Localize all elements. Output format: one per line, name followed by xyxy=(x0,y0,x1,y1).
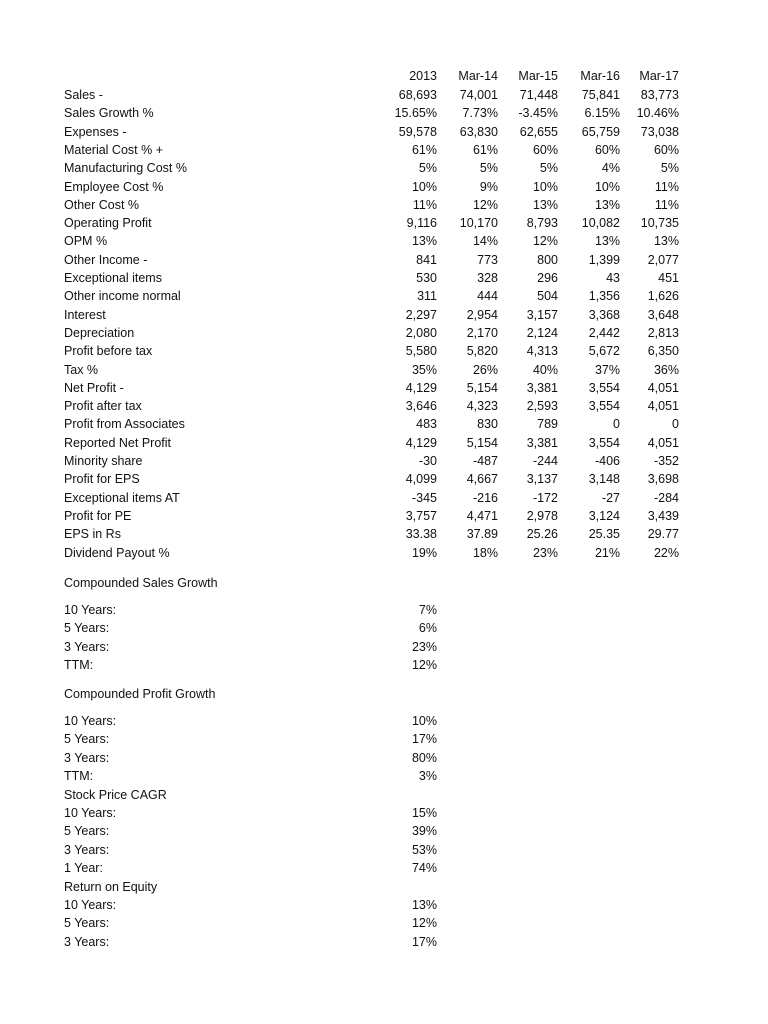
header-col-mar14: Mar-14 xyxy=(458,69,498,83)
table-row xyxy=(0,232,768,250)
cell-value: 73,038 xyxy=(640,125,679,139)
table-row xyxy=(0,104,768,122)
summary-label: 5 Years: xyxy=(64,732,110,746)
summary-value: 3% xyxy=(418,769,437,783)
table-row xyxy=(0,379,768,397)
table-row xyxy=(0,489,768,507)
section-title-text: Return on Equity xyxy=(64,880,158,894)
table-row xyxy=(0,507,768,525)
section-title xyxy=(0,878,768,896)
cell-value: 40% xyxy=(532,363,558,377)
cell-value: 2,080 xyxy=(405,326,437,340)
table-row xyxy=(0,287,768,305)
cell-value: 12% xyxy=(472,198,498,212)
cell-value: 61% xyxy=(411,143,437,157)
cell-value: 61% xyxy=(472,143,498,157)
cell-value: 3,157 xyxy=(526,308,558,322)
cell-value: 2,124 xyxy=(526,326,558,340)
cell-value: 2,170 xyxy=(466,326,498,340)
header-row xyxy=(0,67,768,85)
cell-value: 4,051 xyxy=(647,399,679,413)
table-row xyxy=(0,434,768,452)
header-col-mar15: Mar-15 xyxy=(518,69,558,83)
row-label: OPM % xyxy=(64,234,108,248)
summary-value: 23% xyxy=(411,640,437,654)
summary-value: 10% xyxy=(411,714,437,728)
cell-value: 3,137 xyxy=(526,472,558,486)
cell-value: 10% xyxy=(411,180,437,194)
summary-label: 10 Years: xyxy=(64,714,117,728)
summary-label: 1 Year: xyxy=(64,861,103,875)
cell-value: -172 xyxy=(532,491,558,505)
cell-value: 71,448 xyxy=(519,88,558,102)
cell-value: 29.77 xyxy=(647,527,679,541)
cell-value: 25.35 xyxy=(588,527,620,541)
row-label: Profit after tax xyxy=(64,399,142,413)
cell-value: 2,813 xyxy=(647,326,679,340)
cell-value: 13% xyxy=(653,234,679,248)
cell-value: 4,099 xyxy=(405,472,437,486)
cell-value: 36% xyxy=(653,363,679,377)
summary-value: 12% xyxy=(411,916,437,930)
summary-value: 74% xyxy=(411,861,437,875)
table-row xyxy=(0,452,768,470)
summary-value: 13% xyxy=(411,898,437,912)
row-label: Sales Growth % xyxy=(64,106,154,120)
cell-value: 841 xyxy=(416,253,437,267)
row-label: Profit for EPS xyxy=(64,472,140,486)
table-row xyxy=(0,159,768,177)
cell-value: 530 xyxy=(416,271,437,285)
cell-value: 9,116 xyxy=(406,216,437,230)
cell-value: 3,381 xyxy=(526,436,558,450)
cell-value: -30 xyxy=(418,454,437,468)
cell-value: 59,578 xyxy=(398,125,437,139)
cell-value: 5,820 xyxy=(466,344,498,358)
cell-value: 4,129 xyxy=(405,436,437,450)
summary-label: 5 Years: xyxy=(64,824,110,838)
cell-value: 3,554 xyxy=(588,381,620,395)
cell-value: 68,693 xyxy=(398,88,437,102)
cell-value: 3,757 xyxy=(405,509,437,523)
table-row xyxy=(0,342,768,360)
cell-value: 3,648 xyxy=(647,308,679,322)
cell-value: 2,442 xyxy=(588,326,620,340)
summary-row xyxy=(0,656,768,674)
row-label: Sales - xyxy=(64,88,103,102)
summary-row xyxy=(0,767,768,785)
cell-value: 43 xyxy=(606,271,620,285)
cell-value: 3,646 xyxy=(405,399,437,413)
cell-value: 13% xyxy=(594,234,620,248)
section-title xyxy=(0,574,768,592)
cell-value: 4,313 xyxy=(526,344,558,358)
summary-label: 3 Years: xyxy=(64,935,110,949)
cell-value: 15.65% xyxy=(394,106,437,120)
table-row xyxy=(0,214,768,232)
cell-value: 6,350 xyxy=(647,344,679,358)
cell-value: 789 xyxy=(537,417,558,431)
cell-value: 18% xyxy=(472,546,498,560)
summary-value: 53% xyxy=(411,843,437,857)
summary-label: 10 Years: xyxy=(64,603,117,617)
row-label: Profit for PE xyxy=(64,509,132,523)
cell-value: 11% xyxy=(654,180,679,194)
table-row xyxy=(0,123,768,141)
cell-value: 10,170 xyxy=(459,216,498,230)
cell-value: 451 xyxy=(658,271,679,285)
row-label: Other Income - xyxy=(64,253,148,267)
cell-value: 74,001 xyxy=(459,88,498,102)
row-label: Exceptional items AT xyxy=(64,491,180,505)
cell-value: 63,830 xyxy=(459,125,498,139)
section-title-text: Stock Price CAGR xyxy=(64,788,167,802)
table-row xyxy=(0,178,768,196)
cell-value: 800 xyxy=(537,253,558,267)
table-row xyxy=(0,470,768,488)
cell-value: 19% xyxy=(411,546,437,560)
table-row xyxy=(0,251,768,269)
cell-value: 296 xyxy=(537,271,558,285)
table-row xyxy=(0,397,768,415)
row-label: Profit before tax xyxy=(64,344,153,358)
row-label: Manufacturing Cost % xyxy=(64,161,187,175)
cell-value: 23% xyxy=(532,546,558,560)
row-label: Depreciation xyxy=(64,326,135,340)
cell-value: 3,381 xyxy=(526,381,558,395)
cell-value: 483 xyxy=(416,417,437,431)
cell-value: -345 xyxy=(411,491,437,505)
section-title xyxy=(0,685,768,703)
cell-value: 2,978 xyxy=(526,509,558,523)
summary-label: 5 Years: xyxy=(64,621,110,635)
cell-value: 4,129 xyxy=(405,381,437,395)
cell-value: -3.45% xyxy=(518,106,558,120)
row-label: Other income normal xyxy=(64,289,181,303)
cell-value: 13% xyxy=(532,198,558,212)
summary-value: 80% xyxy=(411,751,437,765)
cell-value: 83,773 xyxy=(640,88,679,102)
cell-value: 830 xyxy=(477,417,498,431)
cell-value: 75,841 xyxy=(581,88,620,102)
row-label: Reported Net Profit xyxy=(64,436,171,450)
cell-value: 60% xyxy=(653,143,679,157)
section-title-text: Compounded Profit Growth xyxy=(64,687,216,701)
cell-value: 9% xyxy=(479,180,498,194)
cell-value: 65,759 xyxy=(581,125,620,139)
cell-value: 13% xyxy=(411,234,437,248)
cell-value: 0 xyxy=(672,417,679,431)
cell-value: 2,077 xyxy=(647,253,679,267)
cell-value: 3,124 xyxy=(588,509,620,523)
cell-value: 33.38 xyxy=(405,527,437,541)
cell-value: 4,471 xyxy=(466,509,498,523)
summary-label: 3 Years: xyxy=(64,751,110,765)
header-col-mar16: Mar-16 xyxy=(580,69,620,83)
row-label: Dividend Payout % xyxy=(64,546,170,560)
cell-value: 4,051 xyxy=(647,436,679,450)
summary-label: TTM: xyxy=(64,769,94,783)
cell-value: 328 xyxy=(477,271,498,285)
cell-value: -284 xyxy=(653,491,679,505)
row-label: Net Profit - xyxy=(64,381,124,395)
cell-value: -216 xyxy=(472,491,498,505)
summary-value: 17% xyxy=(411,732,437,746)
cell-value: 35% xyxy=(411,363,437,377)
summary-value: 7% xyxy=(418,603,437,617)
summary-value: 39% xyxy=(411,824,437,838)
header-col-mar17: Mar-17 xyxy=(639,69,679,83)
summary-row xyxy=(0,859,768,877)
row-label: Interest xyxy=(64,308,106,322)
cell-value: -406 xyxy=(594,454,620,468)
summary-label: TTM: xyxy=(64,658,94,672)
cell-value: 25.26 xyxy=(526,527,558,541)
row-label: Tax % xyxy=(64,363,99,377)
row-label: Other Cost % xyxy=(64,198,140,212)
cell-value: -352 xyxy=(653,454,679,468)
summary-label: 10 Years: xyxy=(64,898,117,912)
cell-value: 5% xyxy=(479,161,498,175)
cell-value: -27 xyxy=(601,491,620,505)
table-row xyxy=(0,525,768,543)
summary-row xyxy=(0,712,768,730)
table-row xyxy=(0,196,768,214)
cell-value: 11% xyxy=(412,198,437,212)
cell-value: 504 xyxy=(537,289,558,303)
cell-value: 5% xyxy=(539,161,558,175)
cell-value: 1,399 xyxy=(588,253,620,267)
cell-value: 4,051 xyxy=(647,381,679,395)
summary-value: 15% xyxy=(411,806,437,820)
cell-value: 5,154 xyxy=(466,381,498,395)
row-label: Employee Cost % xyxy=(64,180,164,194)
cell-value: 0 xyxy=(613,417,620,431)
cell-value: 5,672 xyxy=(588,344,620,358)
summary-row xyxy=(0,619,768,637)
cell-value: 62,655 xyxy=(519,125,558,139)
summary-label: 10 Years: xyxy=(64,806,117,820)
cell-value: 2,593 xyxy=(526,399,558,413)
cell-value: 1,356 xyxy=(588,289,620,303)
cell-value: 3,148 xyxy=(588,472,620,486)
cell-value: 10.46% xyxy=(636,106,679,120)
cell-value: 3,554 xyxy=(588,436,620,450)
summary-row xyxy=(0,730,768,748)
cell-value: 3,439 xyxy=(647,509,679,523)
summary-value: 6% xyxy=(418,621,437,635)
cell-value: 5% xyxy=(660,161,679,175)
cell-value: 7.73% xyxy=(462,106,498,120)
row-label: Expenses - xyxy=(64,125,127,139)
cell-value: 21% xyxy=(594,546,620,560)
row-label: Operating Profit xyxy=(64,216,152,230)
table-row xyxy=(0,269,768,287)
row-label: EPS in Rs xyxy=(64,527,121,541)
table-row xyxy=(0,544,768,562)
summary-row xyxy=(0,804,768,822)
cell-value: 12% xyxy=(532,234,558,248)
cell-value: 4,667 xyxy=(466,472,498,486)
summary-row xyxy=(0,822,768,840)
summary-label: 3 Years: xyxy=(64,640,110,654)
summary-row xyxy=(0,601,768,619)
summary-row xyxy=(0,933,768,951)
row-label: Profit from Associates xyxy=(64,417,185,431)
cell-value: 5,580 xyxy=(405,344,437,358)
cell-value: -244 xyxy=(532,454,558,468)
cell-value: 773 xyxy=(477,253,498,267)
row-label: Minority share xyxy=(64,454,143,468)
cell-value: 13% xyxy=(594,198,620,212)
cell-value: 1,626 xyxy=(647,289,679,303)
cell-value: 10% xyxy=(594,180,620,194)
table-row xyxy=(0,324,768,342)
cell-value: 6.15% xyxy=(584,106,620,120)
cell-value: -487 xyxy=(472,454,498,468)
summary-row xyxy=(0,914,768,932)
cell-value: 4,323 xyxy=(466,399,498,413)
cell-value: 5,154 xyxy=(466,436,498,450)
cell-value: 3,368 xyxy=(588,308,620,322)
section-title xyxy=(0,786,768,804)
summary-row xyxy=(0,896,768,914)
summary-label: 5 Years: xyxy=(64,916,110,930)
summary-row xyxy=(0,638,768,656)
cell-value: 5% xyxy=(418,161,437,175)
cell-value: 444 xyxy=(477,289,498,303)
summary-value: 12% xyxy=(411,658,437,672)
table-row xyxy=(0,141,768,159)
cell-value: 22% xyxy=(653,546,679,560)
table-row xyxy=(0,306,768,324)
cell-value: 2,297 xyxy=(405,308,437,322)
summary-value: 17% xyxy=(411,935,437,949)
cell-value: 311 xyxy=(417,289,437,303)
cell-value: 37.89 xyxy=(466,527,498,541)
cell-value: 3,698 xyxy=(647,472,679,486)
summary-row xyxy=(0,841,768,859)
cell-value: 3,554 xyxy=(588,399,620,413)
cell-value: 37% xyxy=(594,363,620,377)
header-col-2013: 2013 xyxy=(409,69,437,83)
table-row xyxy=(0,415,768,433)
table-row xyxy=(0,86,768,104)
table-row xyxy=(0,361,768,379)
cell-value: 8,793 xyxy=(526,216,558,230)
row-label: Exceptional items xyxy=(64,271,162,285)
cell-value: 14% xyxy=(472,234,498,248)
row-label: Material Cost % + xyxy=(64,143,163,157)
section-title-text: Compounded Sales Growth xyxy=(64,576,218,590)
cell-value: 10% xyxy=(532,180,558,194)
cell-value: 60% xyxy=(532,143,558,157)
cell-value: 60% xyxy=(594,143,620,157)
cell-value: 2,954 xyxy=(466,308,498,322)
summary-label: 3 Years: xyxy=(64,843,110,857)
cell-value: 11% xyxy=(654,198,679,212)
cell-value: 4% xyxy=(601,161,620,175)
cell-value: 10,082 xyxy=(581,216,620,230)
cell-value: 10,735 xyxy=(640,216,679,230)
cell-value: 26% xyxy=(472,363,498,377)
summary-row xyxy=(0,749,768,767)
